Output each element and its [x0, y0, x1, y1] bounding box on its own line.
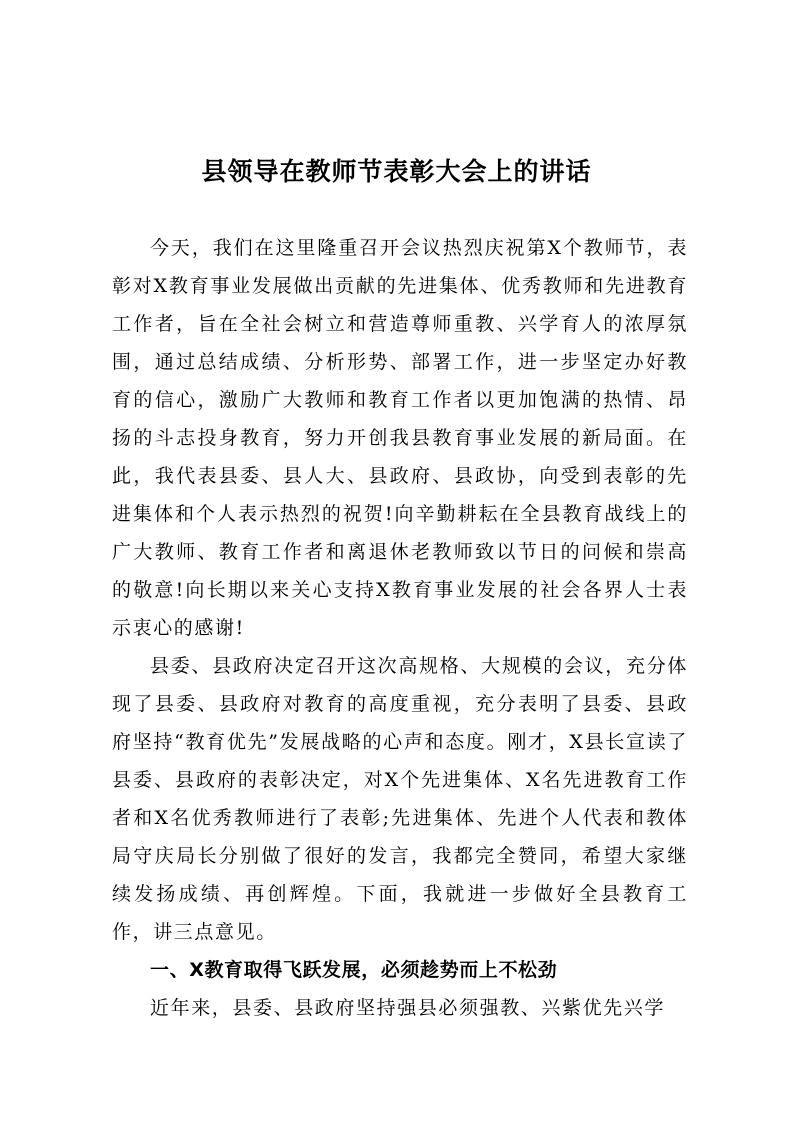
document-body [112, 229, 688, 1027]
section-heading-one: 一、X教育取得飞跃发展，必须趁势而上不松劲 [150, 959, 558, 981]
paragraph-section-one-start: 近年来，县委、县政府坚持强县必须强教、兴紫优先兴学 [150, 997, 666, 1019]
paragraph-meeting-significance: 县委、县政府决定召开这次高规格、大规模的会议，充分体现了县委、县政府对教育的高度重视，充分表明了县委、县政府坚持“教育优先”发展战略的心声和态度。刚才，X县长宣读了县委、县政府的表彰决定，对X个先进集体、X名先进教育工作者和X名优秀教师进行了表彰;先进集体、先进个人代表和教体局守庆局长分别做了很好的发言，我都完全赞同，希望大家继续发扬成绩、再创辉煌。下面，我就进一步做好全县教育工作，讲三点意见。 [112, 655, 688, 943]
paragraph-opening: 今天，我们在这里隆重召开会议热烈庆祝第X个教师节，表彰对X教育事业发展做出贡献的先进集体、优秀教师和先进教育工作者，旨在全社会树立和营造尊师重教、兴学育人的浓厚氛围，通过总结成绩、分析形势、部署工作，进一步坚定办好教育的信心，激励广大教师和教育工作者以更加饱满的热情、昂扬的斗志投身教育，努力开创我县教育事业发展的新局面。在此，我代表县委、县人大、县政府、县政协，向受到表彰的先进集体和个人表示热烈的祝贺!向辛勤耕耘在全县教育战线上的广大教师、教育工作者和离退休老教师致以节日的问候和崇高的敬意!向长期以来关心支持X教育事业发展的社会各界人士表示衷心的感谢! [112, 237, 688, 639]
document-title: 县领导在教师节表彰大会上的讲话 [201, 157, 592, 186]
